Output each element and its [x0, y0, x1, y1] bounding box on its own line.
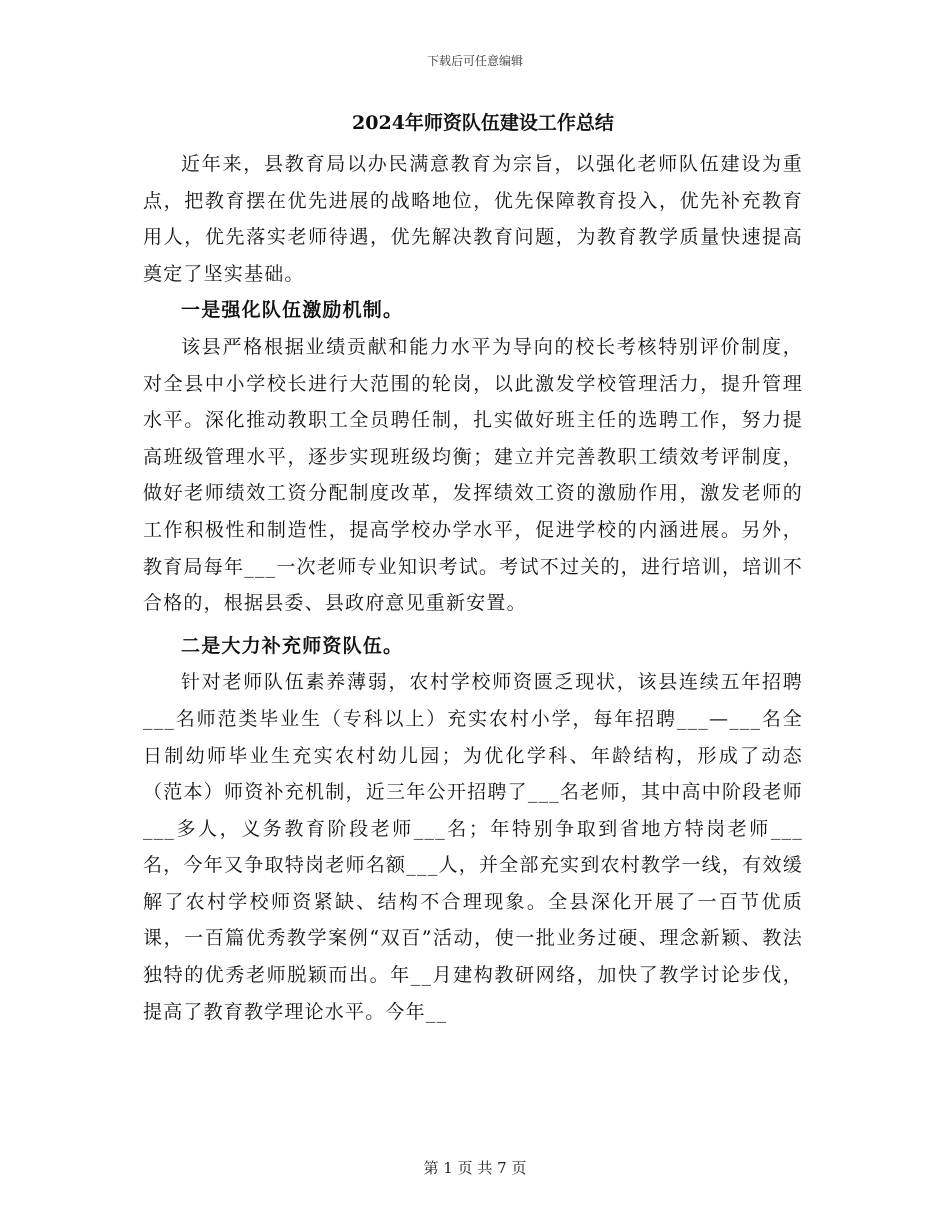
document-body [143, 108, 803, 1030]
section-1-body: 该县严格根据业绩贡献和能力水平为导向的校长考核特别评价制度，对全县中小学校长进行大范围的轮岗，以此激发学校管理活力，提升管理水平。深化推动教职工全员聘任制，扎实做好班主任的选聘工作，努力提高班级管理水平，逐步实现班级均衡；建立并完善教职工绩效考评制度，做好老师绩效工资分配制度改革，发挥绩效工资的激励作用，激发老师的工作积极性和制造性，提高学校办学水平，促进学校的内涵进展。另外，教育局每年___一次老师专业知识考试。考试不过关的，进行培训，培训不合格的，根据县委、县政府意见重新安置。 [143, 335, 803, 615]
section-2-body: 针对老师队伍素养薄弱，农村学校师资匮乏现状，该县连续五年招聘___名师范类毕业生（专科以上）充实农村小学，每年招聘___—___名全日制幼师毕业生充实农村幼儿园；为优化学科、年龄结构，形成了动态（范本）师资补充机制，近三年公开招聘了___名老师，其中高中阶段老师___多人，义务教育阶段老师___名；年特别争取到省地方特岗老师___名，今年又争取特岗老师名额___人，并全部充实到农村教学一线，有效缓解了农村学校师资紧缺、结构不合理现象。全县深化开展了一百节优质课，一百篇优秀教学案例“双百”活动，使一批业务过硬、理念新颖、教法独特的优秀老师脱颖而出。年__月建构教研网络，加快了教学讨论步伐，提高了教育教学理论水平。今年__ [143, 671, 803, 1023]
section-1-heading: 一是强化队伍激励机制。 [181, 299, 404, 322]
section-2-heading: 二是大力补充师资队伍。 [181, 634, 404, 657]
page-header-note: 下载后可任意编辑 [426, 54, 523, 68]
document-title: 2024年师资队伍建设工作总结 [352, 112, 614, 134]
intro-paragraph: 近年来，县教育局以办民满意教育为宗旨，以强化老师队伍建设为重点，把教育摆在优先进展的战略地位，优先保障教育投入，优先补充教育用人，优先落实老师待遇，优先解决教育问题，为教育教学质量快速提高奠定了坚实基础。 [143, 153, 803, 285]
page-number: 第 1 页 共 7 页 [423, 1159, 527, 1177]
